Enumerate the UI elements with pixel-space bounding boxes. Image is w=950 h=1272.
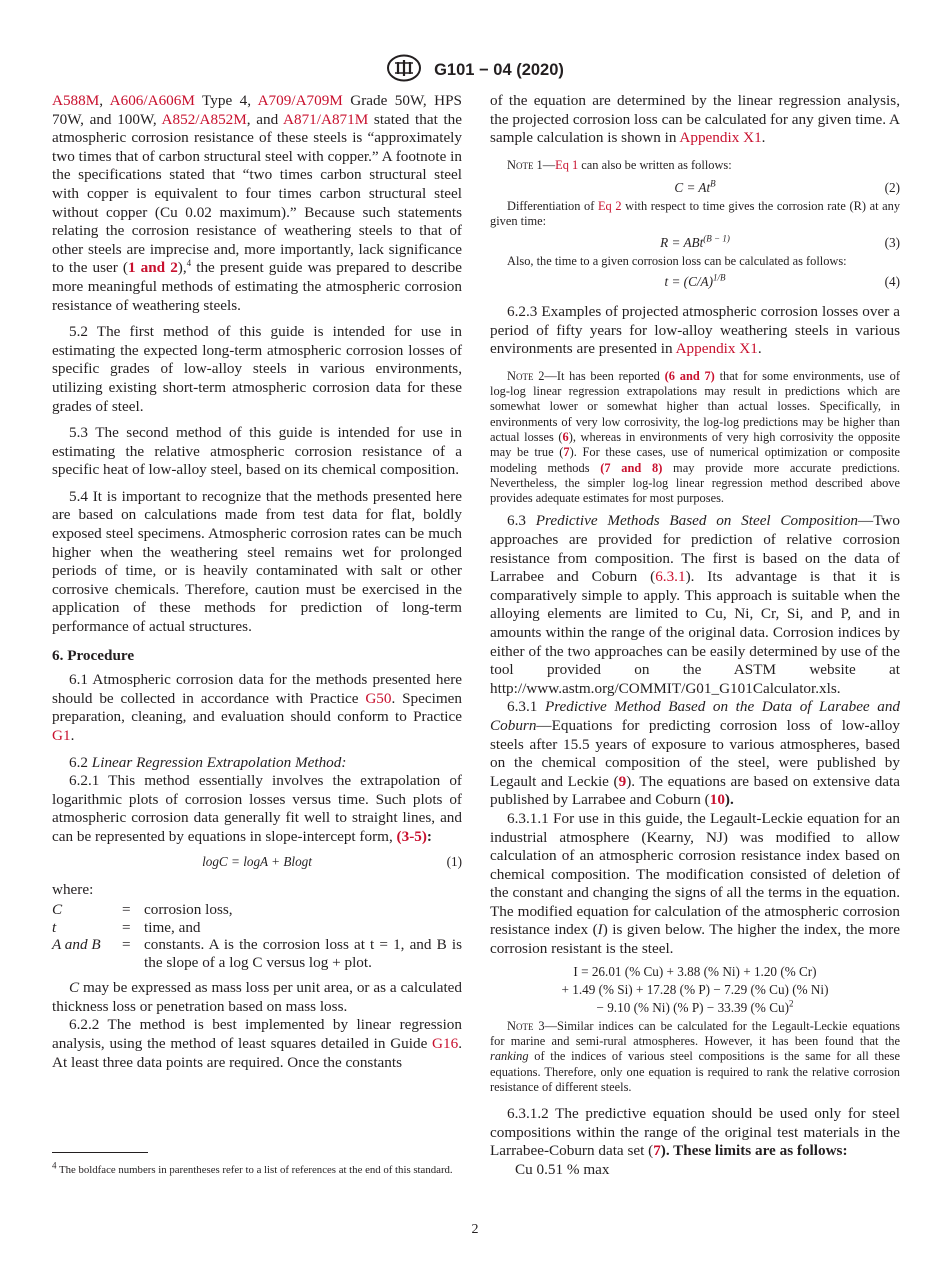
link-eq-1[interactable]: Eq 1 — [555, 157, 579, 172]
differentiation-text: Differentiation of Eq 2 with respect to time gives the corrosion rate (R) at any given time: — [490, 199, 901, 229]
definition-row: t = time, and — [52, 918, 201, 936]
time-to-loss-text: Also, the time to a given corrosion loss can be calculated as follows: — [507, 253, 847, 268]
note-3: Note 3—Similar indices can be calculated for the Legault-Leckie equations for marine and semi-rural atmospheres. However, it has been found that the ranking of the indices of various steel compositions is the same for all these equations. Therefore, only one equation is required to rank the relative corrosion resistance of different steels. — [490, 1018, 900, 1094]
section-6-1: 6.1 Atmospheric corrosion data for the methods presented here should be collected in accordance with Practice G50. Specimen preparation, cleaning, and evaluation should conform to Practice G1. — [52, 671, 462, 744]
standard-designation: G101 − 04 (2020) — [434, 61, 564, 79]
footnote-4: $^4$ The boldface numbers in parentheses refer to a list of references at the end of this standard. — [52, 1160, 453, 1176]
link-appendix-x1-2[interactable]: Appendix X1 — [675, 340, 758, 358]
ref-link-6[interactable]: 6 — [562, 429, 569, 444]
link-a709[interactable]: A709/A709M — [257, 92, 343, 109]
section-5-3: 5.3 The second method of this guide is intended for use in estimating the relative atmospheric corrosion resistance of a specific heat of low-alloy steel, based on its chemical composition. — [52, 424, 462, 479]
link-a606[interactable]: A606/A606M — [109, 92, 195, 109]
variable-definitions — [52, 901, 462, 971]
footnote-marker: 4 — [186, 258, 192, 269]
page-header — [0, 54, 950, 84]
ref-link-7b[interactable]: 7 — [653, 1142, 661, 1160]
equation-1: logC = logA + Blogt (1) — [202, 853, 462, 869]
definition-row: C = corrosion loss, — [52, 901, 233, 919]
link-6-3-1[interactable]: 6.3.1 — [655, 568, 686, 586]
section-6-2-2-continued: of the equation are determined by the linear regression analysis, the projected corrosion loss can be calculated for any given time. A sample calculation is shown in Appendix X1. — [490, 92, 900, 147]
section-5-2: 5.2 The first method of this guide is intended for use in estimating the expected long-term atmospheric corrosion losses of specific grades of low-alloy steels in various environments, utilizing existing short-term atmospheric corrosion data for these grades of steel. — [52, 323, 462, 415]
page-number: 2 — [471, 1222, 479, 1237]
section-6-2-3: 6.2.3 Examples of projected atmospheric corrosion losses over a period of fifty years for low-alloy weathering steels in various environments are presented in Appendix X1. — [490, 302, 900, 358]
section-5-4: 5.4 It is important to recognize that the methods presented here are based on calculations made from test data for flat, boldly exposed steel specimens. Atmospheric corrosion rates can be much higher when the weathering steel remains wet for prolonged periods of time, or is heavily contaminated with salt or other corrosive chemicals. Therefore, caution must be exercised in the application of these methods for prediction of long-term performance of actual structures. — [52, 487, 462, 636]
where-label: where: — [52, 880, 94, 898]
link-a588m[interactable]: A588M — [52, 92, 100, 109]
paragraph-c-expression: C may be expressed as mass loss per unit area, or as a calculated thickness loss or penetration based on mass loss. — [52, 979, 462, 1015]
link-g16[interactable]: G16 — [432, 1034, 459, 1052]
ref-link-1-2[interactable]: 1 and 2 — [127, 259, 178, 277]
definition-row: A and B = constants. A is the corrosion loss at t = 1, and B is the slope of a log C versus log + plot. — [52, 936, 462, 971]
link-g50[interactable]: G50 — [365, 689, 392, 707]
corrosion-index-equation: I = 26.01 (% Cu) + 3.88 (% Ni) + 1.20 (% Cr) + 1.49 (% Si) + 17.28 (% P) − 7.29 (% Cu) (% Ni) − 9.10 (% Ni) (% P) − 33.39 (% Cu)$^2$ — [561, 963, 829, 1015]
section-6-2-2: 6.2.2 The method is best implemented by linear regression analysis, using the method of least squares detailed in Guide G16. At least three data points are required. Once the constants — [52, 1016, 462, 1071]
note-2: Note 2—It has been reported (6 and 7) that for some environments, use of log-log linear regression extrapolations may result in predictions which are somewhat lower or somewhat higher than actual losses. Specifically, in environments of very low corrosivity, the log-log predictions may be higher than actual losses (6), whereas in environments of very high corrosivity the opposite may be true (7). For these cases, use of numerical optimization or composite modeling methods (7 and 8) may provide more accurate predictions. Nevertheless, the simpler log-log linear regression method described above provides adequate estimates for most purposes. — [490, 368, 901, 506]
heading-procedure: 6. Procedure — [52, 646, 135, 664]
equation-4: $t = (C/A)^{1/B}$ (4) — [664, 272, 900, 289]
ref-link-6-7[interactable]: (6 and 7) — [664, 368, 715, 383]
ref-link-7[interactable]: 7 — [563, 445, 570, 460]
section-6-3: 6.3 Predictive Methods Based on Steel Composition—Two approaches are provided for prediction of relative corrosion resistance from composition. The first is based on the data of Larrabee and Coburn (6.3.1). Its advantage is that it is comparatively simple to apply. This approach is suitable when the alloying elements are limited to Cu, Ni, Cr, Si, and P, and in amounts within the range of the original data. Corrosion indices by either of the two approaches can be easily determined by use of the tool provided on the ASTM website at http://www.astm.org/COMMIT/G01_G101Calculator.xls. — [490, 512, 901, 697]
left-column — [52, 92, 462, 1072]
ref-link-3-5[interactable]: (3-5) — [396, 827, 427, 845]
astm-logo-icon — [386, 54, 422, 87]
link-g1[interactable]: G1 — [52, 727, 71, 744]
cu-limit: Cu 0.51 % max — [515, 1160, 610, 1178]
ref-link-9[interactable]: 9 — [618, 772, 627, 790]
section-6-3-1: 6.3.1 Predictive Method Based on the Data of Larabee and Coburn—Equations for predicting corrosion loss of low-alloy steels after 15.5 years of exposure to various atmospheres, based on the chemical composition of the steel, were published by Legault and Leckie (9). The equations are based on extensive data published by Larrabee and Coburn (10). — [490, 698, 901, 809]
section-6-3-1-1: 6.3.1.1 For use in this guide, the Legault-Leckie equation for an industrial atmosphere (Kearny, NJ) was modified to allow calculation of an atmospheric corrosion resistance index based on chemical composition. The modification consisted of deletion of the constant and changing the signs of all the terms in the equation. The modified equation for calculation of the atmospheric corrosion resistance index (I) is given below. The higher the index, the more corrosion resistant is the steel. — [490, 809, 900, 958]
section-6-2: 6.2 Linear Regression Extrapolation Method: — [69, 753, 347, 771]
right-column — [490, 92, 900, 1180]
link-a871[interactable]: A871/A871M — [283, 110, 369, 128]
footnote-divider — [52, 1152, 148, 1153]
link-appendix-x1[interactable]: Appendix X1 — [679, 129, 762, 147]
section-6-3-1-2: 6.3.1.2 The predictive equation should be used only for steel compositions within the range of the original test materials in the Larrabee-Coburn data set (7). These limits are as follows: — [490, 1105, 900, 1160]
section-6-2-1: 6.2.1 This method essentially involves the extrapolation of logarithmic plots of corrosion losses versus time. Such plots of atmospheric corrosion data generally fit well to straight lines, and can be represented by equations in slope-intercept form, (3-5): — [52, 772, 462, 845]
equation-2: $C = At^B$ (2) — [674, 178, 900, 196]
link-a852[interactable]: A852/A852M — [161, 110, 247, 128]
ref-link-10[interactable]: 10 — [709, 791, 725, 809]
link-eq-2[interactable]: Eq 2 — [597, 199, 622, 214]
intro-paragraph: A588M, A606/A606M Type 4, A709/A709M Grade 50W, HPS 70W, and 100W, A852/A852M, and A871/A871M stated that the atmospheric corrosion resistance of these steels is “approximately two times that of carbon structural steel with copper.” A footnote in the specifications stated that “two times carbon structural steel with copper is equivalent to four times carbon structural steel without copper (Cu 0.02 maximum).” Because such statements relating the corrosion resistance of weathering steels to that of other steels are imprecise and, more importantly, lack significance to the user (1 and 2),$^4$ the present guide was prepared to describe more meaningful methods of estimating the atmospheric corrosion resistance of weathering steels. — [52, 92, 463, 314]
equation-3: R = ABt$^{(B - 1)}$ (3) — [660, 233, 900, 250]
note-1: Note 1—Eq 1 can also be written as follows: — [507, 157, 732, 172]
ref-link-7-8[interactable]: (7 and 8) — [600, 460, 663, 475]
